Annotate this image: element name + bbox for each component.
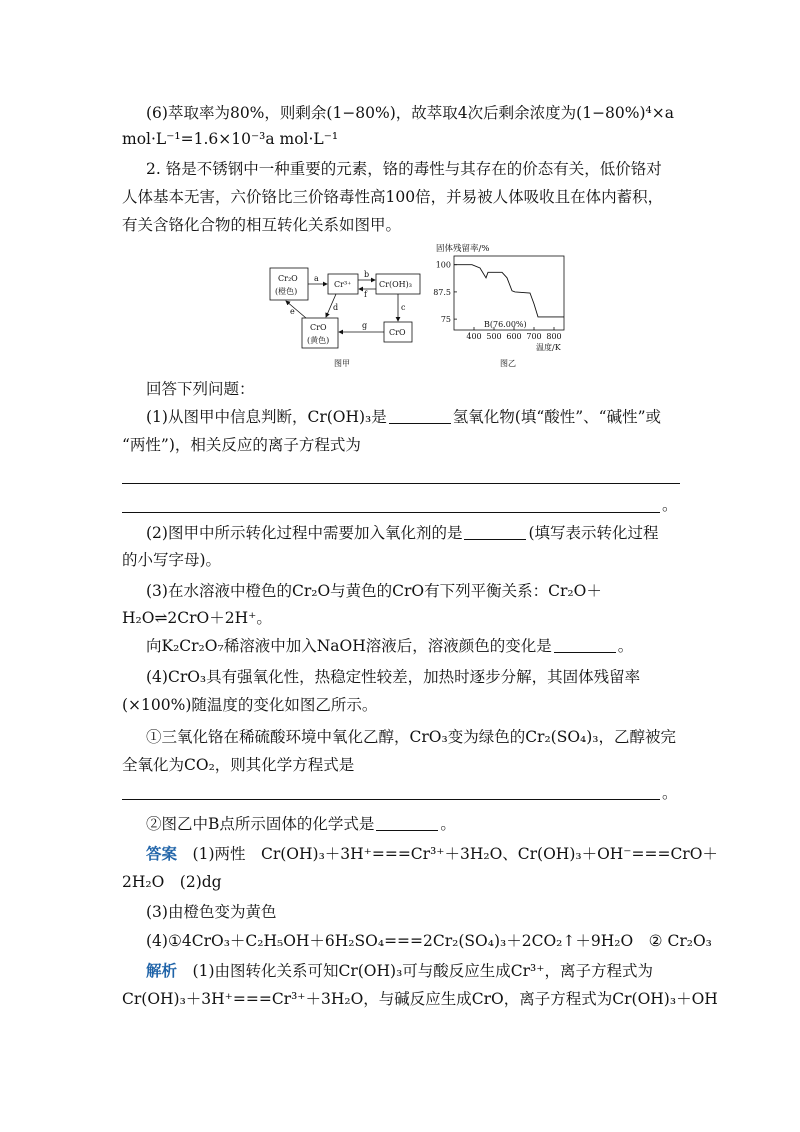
x-tick-label: 600	[506, 332, 522, 341]
text-line-1: (6)萃取率为80%，则剩余(1−80%)，故萃取4次后剩余浓度为(1−80%)⁴×a	[146, 104, 675, 122]
answer-rule-1[interactable]	[122, 483, 680, 484]
svg-text:e: e	[290, 307, 295, 316]
svg-text:CrO: CrO	[310, 323, 327, 332]
svg-text:g: g	[362, 321, 368, 330]
svg-text:a: a	[314, 274, 319, 283]
q1-line-2: “两性”)，相关反应的离子方程式为	[122, 436, 361, 454]
text-line-4: 人体基本无害，六价铬比三价铬毒性高100倍，并易被人体吸收且在体内蓄积，	[122, 188, 664, 206]
q4-sub1-line-1: ①三氧化铬在稀硫酸环境中氧化乙醇，CrO₃变为绿色的Cr₂(SO₄)₃，乙醇被完	[146, 728, 677, 746]
q4-sub2-line: ②图乙中B点所示固体的化学式是 。	[146, 815, 456, 833]
text-line-5: 有关含铬化合物的相互转化关系如图甲。	[122, 216, 402, 234]
figure-jia	[266, 262, 426, 374]
q2-line-1: (2)图甲中所示转化过程中需要加入氧化剂的是 (填写表示转化过程	[146, 524, 659, 542]
y-tick-label: 87.5	[433, 287, 451, 297]
q3-answer-blank[interactable]	[554, 636, 616, 653]
svg-text:Cr₂O: Cr₂O	[278, 274, 298, 283]
svg-text:(橙色): (橙色)	[275, 287, 298, 296]
x-tick-label: 400	[466, 332, 482, 341]
x-tick-label: 800	[546, 332, 562, 341]
cro2-box	[384, 322, 412, 342]
q1-answer-blank[interactable]	[389, 407, 451, 424]
x-tick-label: 700	[526, 332, 542, 341]
answer-line-4: (4)①4CrO₃＋C₂H₅OH＋6H₂SO₄===2Cr₂(SO₄)₃＋2CO₂↑＋9H₂O ② Cr₂O₃	[146, 932, 712, 950]
q3-line-3: 向K₂Cr₂O₇稀溶液中加入NaOH溶液后，溶液颜色的变化是 。	[146, 637, 634, 655]
svg-text:Cr(OH)₃: Cr(OH)₃	[379, 280, 412, 289]
answer-line-1: 答案 (1)两性 Cr(OH)₃＋3H⁺===Cr³⁺＋3H₂O、Cr(OH)₃＋OH⁻===CrO＋	[146, 844, 718, 863]
q3-line-2: H₂O⇌2CrO＋2H⁺。	[122, 609, 272, 627]
answer-rule-2[interactable]	[122, 512, 660, 513]
answer-line-3: (3)由橙色变为黄色	[146, 903, 277, 921]
cr3-box	[328, 274, 358, 294]
q1-line-1: (1)从图甲中信息判断，Cr(OH)₃是 氢氧化物(填“酸性”、“碱性”或	[146, 408, 662, 426]
q3-line-1: (3)在水溶液中橙色的Cr₂O与黄色的CrO有下列平衡关系：Cr₂O＋	[146, 582, 602, 600]
figure-yi-caption: 图乙	[500, 359, 516, 368]
y-tick-label: 100	[435, 260, 451, 270]
rule-end-period-2: 。	[662, 784, 678, 802]
svg-text:CrO: CrO	[389, 328, 406, 337]
q4-line-1: (4)CrO₃具有强氧化性，热稳定性较差，加热时逐步分解，其固体残留率	[146, 668, 641, 686]
svg-text:c: c	[401, 303, 406, 312]
y-tick-label: 75	[440, 315, 451, 325]
q2-answer-blank[interactable]	[464, 523, 526, 540]
svg-text:(黄色): (黄色)	[307, 336, 330, 345]
prompt-answer-following: 回答下列问题：	[146, 380, 255, 398]
q4-line-2: (×100%)随温度的变化如图乙所示。	[122, 696, 378, 714]
answer-rule-3[interactable]	[122, 799, 660, 800]
q2-line-2: 的小写字母)。	[122, 551, 222, 569]
svg-text:Cr³⁺: Cr³⁺	[334, 280, 352, 289]
croh3-box	[376, 274, 420, 294]
svg-text:f: f	[364, 290, 367, 299]
question-2-intro: 2. 铬是不锈钢中一种重要的元素，铬的毒性与其存在的价态有关，低价铬对	[146, 160, 662, 178]
figure-jia-caption: 图甲	[334, 359, 350, 368]
analysis-line-2: Cr(OH)₃＋3H⁺===Cr³⁺＋3H₂O，与碱反应生成CrO，离子方程式为Cr(OH)₃＋OH	[122, 990, 718, 1008]
answer-line-2: 2H₂O (2)dg	[122, 873, 222, 891]
q4-sub1-line-2: 全氧化为CO₂，则其化学方程式是	[122, 756, 355, 774]
point-b-label: B(76.00%)	[484, 319, 527, 329]
q4-answer-blank[interactable]	[376, 814, 438, 831]
analysis-line-1: 解析 (1)由图转化关系可知Cr(OH)₃可与酸反应生成Cr³⁺，离子方程式为	[146, 961, 653, 980]
answer-label: 答案	[146, 844, 178, 863]
rule-end-period: 。	[662, 496, 678, 514]
chromate-box	[302, 318, 338, 348]
analysis-label: 解析	[146, 961, 178, 980]
svg-text:b: b	[364, 270, 370, 279]
text-line-2: mol·L⁻¹=1.6×10⁻³a mol·L⁻¹	[122, 130, 339, 148]
chart-ylabel: 固体残留率/%	[436, 244, 490, 254]
figure-yi-chart	[432, 240, 572, 372]
x-tick-label: 500	[486, 332, 502, 341]
chart-xlabel: 温度/K	[536, 343, 561, 352]
residue-curve	[454, 265, 564, 317]
dichromate-box	[270, 268, 308, 300]
svg-text:d: d	[333, 303, 339, 312]
